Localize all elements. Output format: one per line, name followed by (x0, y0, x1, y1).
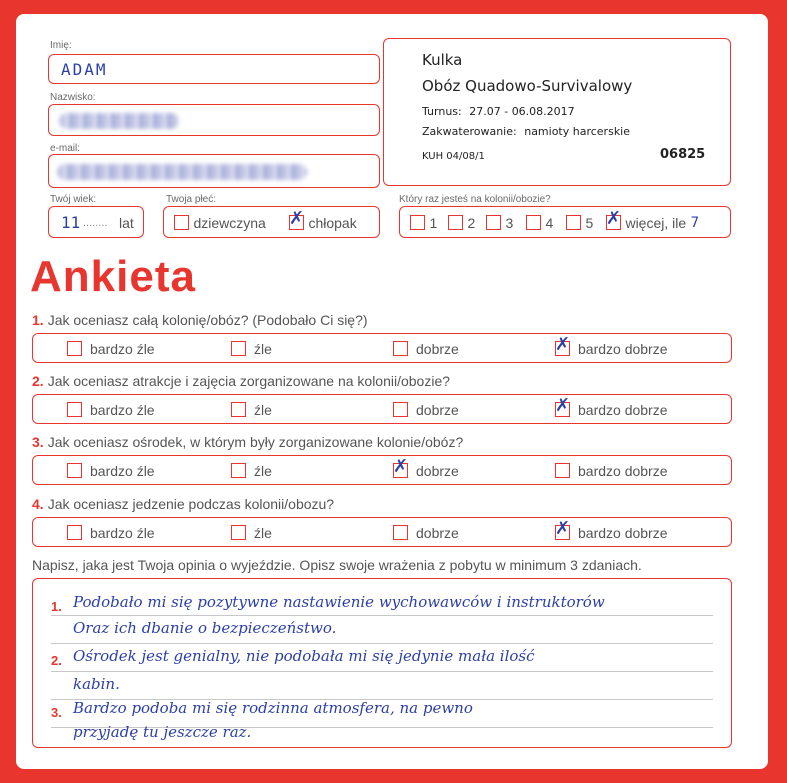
question-1 (32, 312, 368, 328)
checkbox[interactable] (393, 341, 408, 356)
checkbox[interactable] (231, 341, 246, 356)
answer-option[interactable] (393, 401, 459, 419)
camp-number: 06825 (660, 147, 706, 162)
answer-option-label: bardzo dobrze (578, 340, 668, 357)
checkbox[interactable] (486, 215, 501, 230)
answer-row-4 (32, 517, 732, 547)
ruled-line (51, 671, 713, 672)
checkbox[interactable] (410, 215, 425, 230)
name-label: Imię: (50, 40, 72, 51)
opinion-num: 1. (51, 599, 62, 614)
email-redacted (57, 164, 307, 180)
answer-row-2 (32, 394, 732, 424)
checkbox[interactable] (555, 334, 571, 356)
question-text: Jak oceniasz ośrodek, w którym były zorganizowane kolonie/obóz? (47, 434, 464, 450)
answer-option-label: bardzo dobrze (578, 462, 668, 479)
answer-option-label: bardzo dobrze (578, 401, 668, 418)
answer-option[interactable] (67, 462, 155, 480)
checkbox[interactable] (448, 215, 463, 230)
ruled-line (51, 643, 713, 644)
opinion-line: Ośrodek jest genialny, nie podobała mi się jedynie mała ilość (73, 647, 535, 665)
gender-field (163, 206, 380, 238)
answer-option-label: bardzo źle (90, 462, 155, 479)
checkbox[interactable] (67, 463, 82, 478)
gender-label: Twoja płeć: (166, 194, 217, 205)
opinion-num: 3. (51, 705, 62, 720)
checkbox[interactable] (555, 518, 571, 540)
surname-field[interactable] (48, 104, 380, 136)
checkbox[interactable] (393, 525, 408, 540)
answer-option-label: źle (254, 524, 272, 541)
ruled-line (51, 615, 713, 616)
checkbox[interactable] (526, 215, 541, 230)
answer-option-label: bardzo źle (90, 340, 155, 357)
age-label: Twój wiek: (50, 194, 97, 205)
gender-option-boy[interactable]: ✗ chłopak (289, 208, 357, 231)
check-mark-icon: ✗ (555, 518, 571, 540)
bottom-border (0, 769, 787, 783)
checkbox[interactable] (67, 341, 82, 356)
survey-title: Ankieta (30, 252, 196, 301)
visits-option-more: ✗ więcej, ile 7 (606, 208, 700, 231)
question-number: 2. (32, 373, 44, 389)
checkbox[interactable] (555, 395, 571, 417)
visits-option-1: 1 (410, 214, 437, 232)
checkbox[interactable] (289, 208, 305, 230)
answer-option[interactable] (555, 334, 668, 358)
surname-redacted (59, 113, 179, 129)
visits-option-3: 3 (486, 214, 513, 232)
camp-code: KUH 04/08/1 (422, 151, 485, 162)
answer-option[interactable] (393, 524, 459, 542)
answer-option[interactable] (231, 462, 272, 480)
check-mark-icon: ✗ (555, 395, 571, 417)
answer-option[interactable] (231, 401, 272, 419)
answer-option[interactable] (67, 340, 155, 358)
checkbox[interactable] (393, 456, 409, 478)
question-2 (32, 373, 450, 389)
question-number: 4. (32, 496, 44, 512)
name-field[interactable] (48, 54, 380, 84)
answer-option[interactable] (393, 340, 459, 358)
name-value: ADAM (61, 60, 108, 79)
checkbox[interactable] (67, 525, 82, 540)
answer-option-label: bardzo źle (90, 524, 155, 541)
email-label: e-mail: (50, 143, 81, 154)
opinion-num: 2. (51, 653, 62, 668)
answer-option[interactable] (393, 456, 459, 480)
answer-option-label: źle (254, 340, 272, 357)
answer-option[interactable] (67, 401, 155, 419)
answer-option-label: źle (254, 462, 272, 479)
checkbox[interactable] (566, 215, 581, 230)
checkbox[interactable] (231, 463, 246, 478)
check-mark-icon: ✗ (289, 208, 305, 230)
checkbox[interactable] (174, 215, 189, 230)
visits-option-2: 2 (448, 214, 475, 232)
answer-option-label: bardzo dobrze (578, 524, 668, 541)
camp-turnus: Turnus: 27.07 - 06.08.2017 (422, 105, 575, 118)
opinion-line: Podobało mi się pozytywne nastawienie wychowawców i instruktorów (73, 593, 605, 611)
opinion-line: przyjadę tu jeszcze raz. (73, 723, 252, 741)
age-value: 11 (61, 213, 81, 232)
question-4 (32, 496, 334, 512)
answer-option-label: dobrze (416, 462, 459, 479)
answer-option-label: bardzo źle (90, 401, 155, 418)
answer-row-3 (32, 455, 732, 485)
answer-option[interactable] (231, 340, 272, 358)
question-text: Jak oceniasz całą kolonię/obóz? (Podobało Ci się?) (47, 312, 368, 328)
answer-option[interactable] (67, 524, 155, 542)
email-field[interactable] (48, 154, 380, 188)
check-mark-icon: ✗ (555, 334, 571, 356)
visits-more-value: 7 (690, 215, 700, 231)
checkbox[interactable] (231, 525, 246, 540)
age-field[interactable] (48, 206, 144, 238)
visits-option-4: 4 (526, 214, 553, 232)
answer-option[interactable] (555, 518, 668, 542)
answer-option[interactable] (231, 524, 272, 542)
question-text: Jak oceniasz atrakcje i zajęcia zorganizowane na kolonii/obozie? (47, 373, 451, 389)
camp-info-box (383, 38, 731, 186)
camp-accommodation: Zakwaterowanie: namioty harcerskie (422, 125, 631, 138)
opinion-prompt: Napisz, jaka jest Twoja opinia o wyjeździe. Opisz swoje wrażenia z pobytu w minimum 3 zdaniach. (32, 557, 642, 573)
opinion-line: Oraz ich dbanie o bezpieczeństwo. (73, 619, 337, 637)
answer-option[interactable] (555, 462, 668, 480)
question-3 (32, 434, 463, 450)
answer-option-label: dobrze (416, 401, 459, 418)
checkbox[interactable] (606, 208, 622, 230)
opinion-line: kabin. (73, 675, 120, 693)
answer-option-label: źle (254, 401, 272, 418)
opinion-line: Bardzo podoba mi się rodzinna atmosfera, na pewno (73, 699, 473, 717)
camp-name: Kulka (422, 51, 463, 69)
checkbox[interactable] (231, 402, 246, 417)
answer-option-label: dobrze (416, 524, 459, 541)
visits-label: Który raz jesteś na kolonii/obozie? (399, 194, 551, 205)
gender-option-girl[interactable]: dziewczyna (174, 214, 266, 232)
checkbox[interactable] (393, 402, 408, 417)
opinion-box[interactable] (32, 578, 732, 748)
check-mark-icon: ✗ (606, 208, 622, 230)
checkbox[interactable] (67, 402, 82, 417)
visits-field (399, 206, 731, 238)
visits-option-5: 5 (566, 214, 593, 232)
answer-row-1 (32, 333, 732, 363)
answer-option[interactable] (555, 395, 668, 419)
age-unit: lat (119, 215, 134, 231)
age-dots: ........ (83, 217, 108, 229)
question-number: 3. (32, 434, 44, 450)
answer-option-label: dobrze (416, 340, 459, 357)
surname-label: Nazwisko: (50, 92, 96, 103)
question-number: 1. (32, 312, 44, 328)
question-text: Jak oceniasz jedzenie podczas kolonii/obozu? (47, 496, 335, 512)
checkbox[interactable] (555, 463, 570, 478)
camp-title: Obóz Quadowo-Survivalowy (422, 77, 633, 95)
check-mark-icon: ✗ (393, 456, 409, 478)
